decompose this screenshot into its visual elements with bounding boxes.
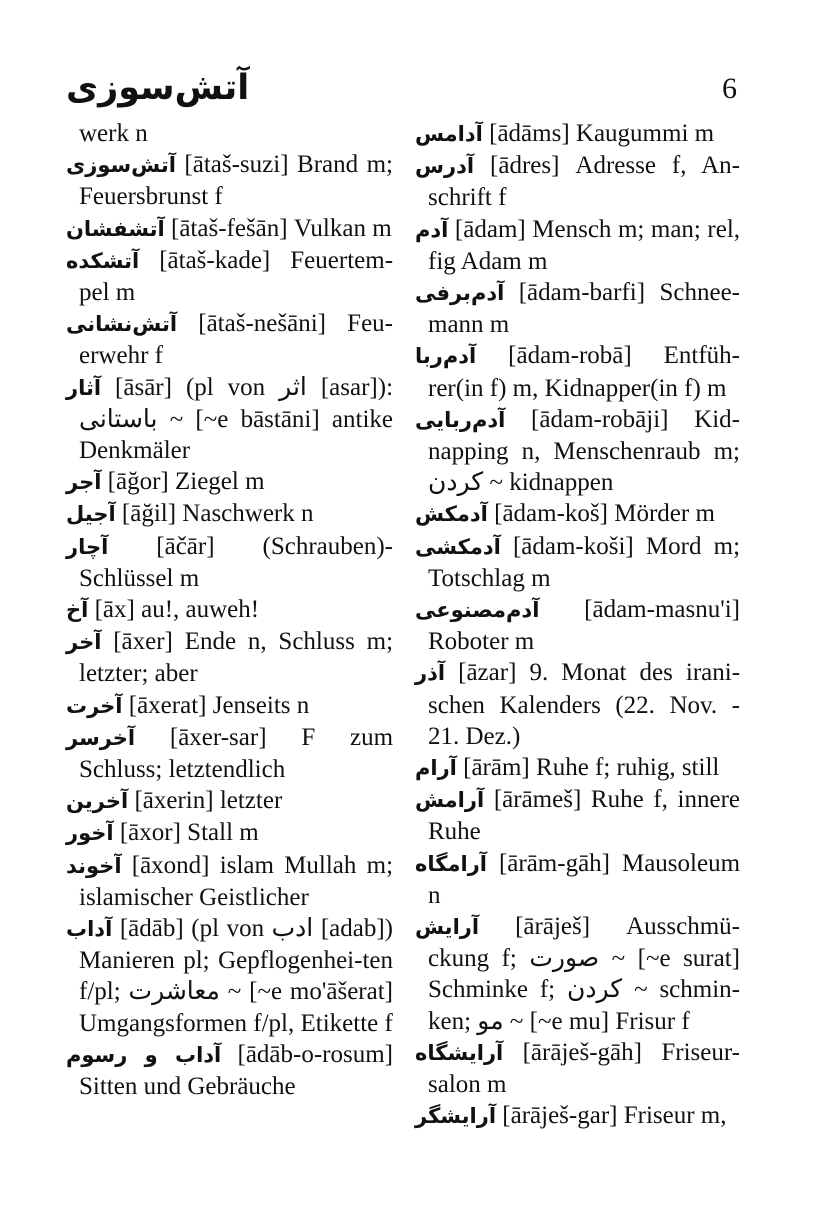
entry-headword-persian: آخرسر [66,725,136,750]
entry-headword-persian: آدمکشی [415,534,501,559]
dictionary-entry [66,913,393,1039]
dictionary-entry [66,149,393,212]
entry-definition: Ruhe f; ruhig, still [536,754,720,782]
dictionary-entry [66,1039,393,1102]
dictionary-entry [66,785,393,817]
entry-headword-persian: آخرت [66,693,123,718]
dictionary-entry [66,466,393,498]
dictionary-entry [415,657,740,752]
entry-transliteration: [ātaš-suzi] [184,151,289,179]
entry-definition: Schnee-mann m [428,279,740,339]
dictionary-entry [66,817,393,849]
entry-headword-persian: آجیل [66,502,116,527]
entry-definition: Adresse f, An-schrift f [428,152,740,212]
entry-transliteration: [ādam-masnu'i] [584,596,740,624]
dictionary-entry [66,690,393,722]
entry-headword-persian: آتش‌سوزی [66,153,176,178]
dictionary-entry [66,213,393,245]
entry-headword-persian: آرامگاه [415,851,487,876]
entry-definition: Friseur-salon m [428,1038,740,1099]
dictionary-entry [415,277,740,340]
entry-definition: Ziegel m [174,468,265,496]
entry-headword-persian: آدم‌برفی [415,281,505,306]
dictionary-entry [66,722,393,785]
entry-headword-persian: آدم‌مصنوعی [415,598,540,623]
entry-definition: F zum Schluss; letztendlich [79,723,394,784]
entry-transliteration: [ādam-barfi] [518,279,646,307]
entry-transliteration: [āx] [94,596,135,624]
entry-headword-persian: آدامس [415,122,483,146]
dictionary-entry [415,150,740,213]
entry-headword-persian: آجر [66,470,102,495]
entry-headword-persian: آدرس [415,154,475,179]
entry-transliteration: [āxer-sar] [169,723,267,751]
dictionary-entry [415,340,740,403]
entry-headword-persian: آذر [415,661,446,686]
entry-headword-persian: آتشفشان [66,216,165,241]
dictionary-entry [415,594,740,657]
entry-definition: Roboter m [428,628,535,656]
entry-transliteration: [āxond] [131,851,210,879]
entry-definition: Mausoleum n [428,849,741,909]
entry-headword-persian: آخوند [66,853,122,878]
entry-definition: Mensch m; man; rel, fig Adam m [428,215,741,275]
dictionary-entry [66,498,393,530]
right-column [415,118,740,1133]
dictionary-entry [66,372,393,467]
entry-transliteration: [ātaš-kade] [159,246,271,274]
dictionary-entry [415,848,740,911]
entry-definition: Friseur m, [623,1102,727,1130]
entry-transliteration: [ārāješ-gar] [502,1102,618,1130]
page-number: 6 [722,72,737,105]
entry-headword-persian: آتش‌نشانی [66,312,178,337]
dictionary-entry [415,531,740,594]
dictionary-entry [66,850,393,913]
entry-transliteration: [ādam] [454,215,526,243]
entry-transliteration: [ātaš-fešān] [171,214,288,242]
entry-headword-persian: آخور [66,821,114,846]
entry-definition: Jenseits n [212,691,310,719]
entry-definition: (Schrauben)-Schlüssel m [79,532,394,592]
entry-transliteration: [ārāješ] [515,913,591,941]
entry-definition: Ausschmü-ckung f; صورت ~ [~e surat] Schminke f; کردن ~ schmin-ken; مو ~ [~e mu] Frisur f [428,913,740,1035]
entry-headword-persian: آرایش [415,915,480,940]
entry-transliteration: [āxer] [113,628,173,656]
entry-definition: Sitten und Gebräuche [79,1073,296,1101]
entry-definition: Ruhe f, innere Ruhe [428,786,741,846]
entry-transliteration: [āxerin] [134,787,214,815]
entry-headword-persian: آخ [66,598,89,623]
entry-transliteration: [ārām-gāh] [498,849,610,877]
entry-transliteration: [āğil] [121,500,177,528]
dictionary-entry [415,118,740,150]
entry-transliteration: [ādam-koši] [512,532,634,560]
dictionary-entry [66,531,393,594]
entry-definition: islam Mullah m; islamischer Geistlicher [79,851,394,911]
entry-transliteration: [ādam-koš] [494,500,608,528]
dictionary-entry [66,118,393,149]
entry-transliteration: [ādam-robāji] [531,405,669,433]
entry-headword-persian: آدم‌ربا [415,344,477,369]
entry-transliteration: [ādāms] [489,120,570,147]
dictionary-entry [415,784,740,847]
entry-headword-persian: آرامش [415,788,485,813]
entry-headword-persian: آداب و رسوم [66,1042,222,1067]
entry-transliteration: [ādāb-o-rosum] [237,1040,393,1068]
entry-definition: Vulkan m [293,214,392,242]
entry-transliteration: [āsār] [115,373,172,401]
entry-headword-persian: آدم‌ربایی [415,407,506,432]
entry-headword-persian: آخر [66,630,102,655]
entry-definition: Entfüh-rer(in f) m, Kidnapper(in f) m [428,342,740,402]
entry-transliteration: [āzar] [458,659,517,687]
entry-transliteration: [āčār] [156,532,215,560]
entry-headword-persian: آتشکده [66,248,140,273]
dictionary-entry [415,1100,740,1132]
entry-transliteration: [ārāmeš] [493,786,582,814]
entry-transliteration: [āğor] [107,468,169,496]
entry-definition: letzter [219,787,283,815]
entry-transliteration: [ādres] [490,152,560,180]
entry-headword-persian: آدمکش [415,502,488,527]
entry-transliteration: [ādam-robā] [508,342,632,370]
entry-headword-persian: آرام [415,756,457,781]
dictionary-entry [415,911,740,1037]
entry-headword-persian: آرایشگاه [415,1040,504,1065]
dictionary-entry [66,626,393,689]
entry-definition: werk n [79,120,148,147]
entry-definition: Feuertem-pel m [79,246,394,307]
entry-transliteration: [ārāješ-gāh] [522,1038,642,1066]
dictionary-entry [66,245,393,308]
entry-definition: (pl von اثر [asar]): باستانی ~ [~e bāstāni] antike Denkmäler [79,373,394,465]
entry-transliteration: [āxerat] [128,691,207,719]
header-headword: آتش‌سوزی [66,68,250,108]
dictionary-entry [415,404,740,499]
dictionary-entry [415,214,740,277]
entry-definition: Brand m; Feuersbrunst f [79,151,393,211]
entry-transliteration: [ādāb] [119,915,184,943]
entry-headword-persian: آرایشگر [415,1104,497,1129]
entry-definition: au!, auweh! [141,596,260,624]
entry-definition: Feu-erwehr f [79,310,393,370]
entry-definition: Mord m; Totschlag m [428,532,741,592]
dictionary-entry [415,498,740,530]
entry-headword-persian: آدم [415,217,449,242]
entry-definition: Kid-napping n, Menschenraub m; کردن ~ kidnappen [428,405,740,497]
left-column [66,118,393,1102]
entry-definition: Stall m [187,819,259,847]
dictionary-entry [66,594,393,626]
entry-headword-persian: آچار [66,534,109,559]
entry-definition: Ende n, Schluss m; letzter; aber [79,628,394,688]
entry-definition: (pl von ادب [adab]) Manieren pl; Gepflogenhei-ten f/pl; معاشرت ~ [~e mo'āšerat] Umgangsformen f/pl, Etikette f [79,915,393,1037]
dictionary-entry [66,308,393,371]
entry-transliteration: [ātaš-nešāni] [198,310,326,338]
entry-definition: 9. Monat des irani-schen Kalenders (22. Nov. - 21. Dez.) [428,659,741,750]
entry-headword-persian: آثار [66,375,102,400]
entry-definition: Kaugummi m [575,120,715,147]
dictionary-entry [415,752,740,784]
entry-headword-persian: آخرین [66,789,129,814]
dictionary-entry [415,1037,740,1100]
entry-transliteration: [ārām] [463,754,530,782]
entry-definition: Mörder m [614,500,715,528]
entry-transliteration: [āxor] [119,819,181,847]
entry-definition: Naschwerk n [182,500,314,528]
entry-headword-persian: آداب [66,917,113,942]
